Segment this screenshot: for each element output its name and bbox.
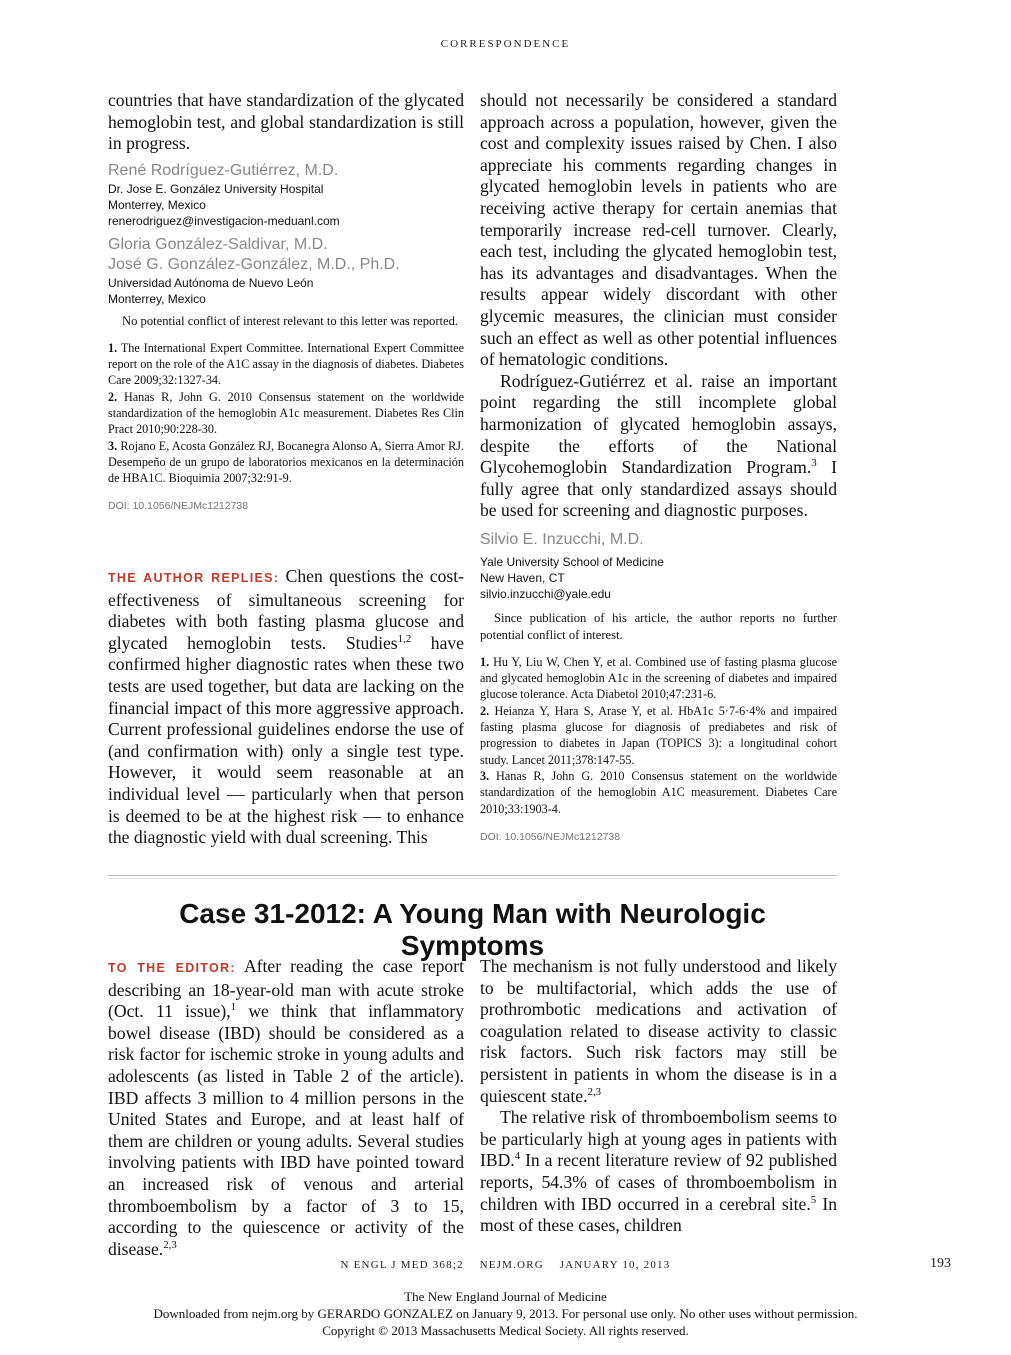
reference-number: 1. (480, 654, 490, 669)
reference-item (480, 768, 837, 817)
conflict-of-interest-note: Since publication of his article, the author reports no further potential conflict of interest. (480, 610, 837, 642)
reference-number: 1. (108, 340, 118, 355)
reference-item (480, 654, 837, 703)
citation-marker: 1 (230, 1001, 237, 1014)
journal-citation-footer: N ENGL J MED 368;2 NEJM.ORG JANUARY 10, 2013 (340, 1259, 671, 1271)
reply-right-column (480, 90, 837, 848)
reference-text: The International Expert Committee. International Expert Committee report on the role of the A1C assay in the diagnosis of diabetes. Diabetes Care 2009;32:1327-34. (108, 340, 465, 388)
section-divider (108, 875, 837, 879)
download-line: Downloaded from nejm.org by GERARDO GONZALEZ on January 9, 2013. For personal use only. No other uses without permission. (153, 1306, 858, 1321)
citation-marker: 2,3 (587, 1085, 602, 1098)
affiliation-line: Monterrey, Mexico (108, 291, 206, 306)
copyright-line: Copyright © 2013 Massachusetts Medical Society. All rights reserved. (322, 1323, 689, 1338)
reference-list (108, 340, 464, 487)
reference-item (108, 340, 464, 389)
article-paragraph (480, 956, 837, 1107)
article-text: The mechanism is not fully understood and likely to be multifactorial, which adds the use of prothrombotic medications and activation of coagulation related to disease activity to classic risk factors. Such risk factors may still be persistent in patients in whom the disease is in a quiescent state. (480, 956, 837, 1106)
article-text: In a recent literature review of 92 published reports, 54.3% of cases of thromboembolism in children with IBD occurred in a cerebral site. (480, 1150, 837, 1214)
article-text: In most of these cases, children (480, 1193, 837, 1236)
reference-text: Rojano E, Acosta González RJ, Bocanegra Alonso A, Sierra Amor RJ. Desempeño de un grupo de laboratorios mexicanos en la determinación de HBA1C. Bioquimia 2007;32:91-9. (108, 438, 465, 486)
reply-paragraph (108, 566, 464, 849)
reference-text: Heianza Y, Hara S, Arase Y, et al. HbA1c 5·7-6·4% and impaired fasting plasma glucose for diagnosis of prediabetes and risk of progression to diabetes in Japan (TOPICS 3): a longitudinal cohort study. Lancet 2011;378:147-55. (480, 703, 838, 767)
reference-list (480, 654, 837, 817)
article-paragraph (108, 956, 464, 1260)
reference-item (108, 389, 464, 438)
reference-text: Hu Y, Liu W, Chen Y, et al. Combined use of fasting plasma glucose and glycated hemoglobin A1c in the screening of diabetes and impaired glucose tolerance. Acta Diabetol 2010;47:231-6. (480, 654, 838, 702)
reference-number: 3. (108, 438, 118, 453)
author-email[interactable]: renerodriguez@investigacion-meduanl.com (108, 213, 340, 228)
article-text: After reading the case report describing an 18-year-old man with acute stroke (Oct. 11 issue), (108, 956, 464, 1022)
author-name: José G. González-González, M.D., Ph.D. (108, 255, 400, 273)
reply-text: I fully agree that only standardized assays should be used for screening and diagnostic purposes. (480, 457, 838, 521)
citation-marker: 4 (514, 1150, 521, 1163)
article-text: The relative risk of thromboembolism seems to be particularly high at young ages in patients with IBD. (480, 1107, 837, 1171)
reference-text: Hanas R, John G. 2010 Consensus statement on the worldwide standardization of the hemoglobin A1c measurement. Diabetes Res Clin Pract 2010;90:228-30. (108, 389, 464, 437)
doi-link[interactable]: DOI: 10.1056/NEJMc1212738 (480, 830, 621, 843)
reply-kicker: THE AUTHOR REPLIES: (108, 571, 280, 585)
author-name: Silvio E. Inzucchi, M.D. (480, 530, 644, 548)
to-editor-kicker: TO THE EDITOR: (108, 961, 236, 975)
doi-link[interactable]: DOI: 10.1056/NEJMc1212738 (108, 500, 249, 513)
citation-marker: 2,3 (163, 1238, 177, 1251)
citation-marker: 1,2 (397, 632, 412, 645)
affiliation-line: Monterrey, Mexico (108, 197, 206, 212)
page-number: 193 (930, 1256, 951, 1271)
reference-number: 2. (480, 703, 490, 718)
author-name: Gloria González-Saldivar, M.D. (108, 235, 328, 253)
affiliation-line: Dr. Jose E. González University Hospital (108, 181, 324, 196)
article-title: Case 31-2012: A Young Man with Neurologic Symptoms (179, 898, 766, 961)
running-head: CORRESPONDENCE (440, 38, 571, 50)
reply-paragraph: should not necessarily be considered a standard approach across a population, however, given the cost and complexity issues raised by Chen. I also appreciate his comments regarding changes in glycated hemoglobin levels in patients who are receiving active therapy for certain anemias that temporarily increase red-cell turnover. Clearly, each test, including the glycated hemoglobin test, has its advantages and disadvantages. When the results appear widely discordant with other glycemic measures, the clinician must consider such an effect as well as other potential influences of hematologic conditions. (480, 90, 837, 370)
affiliation-line: Yale University School of Medicine (480, 554, 664, 569)
reference-text: Hanas R, John G. 2010 Consensus statement on the worldwide standardization of the hemoglobin A1C measurement. Diabetes Care 2010;33:1903-4. (480, 768, 838, 816)
journal-name-line: The New England Journal of Medicine (404, 1289, 607, 1304)
reply-paragraph (480, 371, 837, 522)
reference-item (480, 703, 837, 768)
reply-text: have confirmed higher diagnostic rates when these two tests are used together, but data are lacking on the financial impact of this more aggressive approach. Current professional guidelines endorse the use of (and confirmation with) only a single test type. However, it would seem reasonable at an individual level — particularly when that person is deemed to be at the highest risk — to enhance the diagnostic yield with dual screening. This (108, 632, 464, 848)
reply-left-column (108, 566, 464, 849)
reply-text: Chen questions the cost-effectiveness of simultaneous screening for diabetes with both fasting plasma glucose and glycated hemoglobin tests. Studies (108, 566, 464, 653)
conflict-of-interest-note: No potential conflict of interest relevant to this letter was reported. (122, 313, 459, 328)
download-notice (0, 1288, 1011, 1339)
citation-marker: 3 (811, 457, 817, 470)
article-right-column (480, 956, 837, 1237)
author-email[interactable]: silvio.inzucchi@yale.edu (480, 586, 611, 601)
letter-left-column (108, 90, 464, 518)
reference-number: 3. (480, 768, 490, 783)
article-paragraph (480, 1107, 837, 1237)
affiliation-line: Universidad Autónoma de Nuevo León (108, 275, 314, 290)
article-text: we think that inflammatory bowel disease (IBD) should be considered as a risk factor for ischemic stroke in young adults and adolescents (as listed in Table 2 of the article). IBD affects 3 million to 4 million persons in the United States and Europe, and at least half of them are children or young adults. Several studies involving patients with IBD have pointed toward an increased risk of venous and arterial thromboembolism by a factor of 3 to 15, according to the quiescence or activity of the disease. (108, 1001, 465, 1259)
citation-marker: 5 (810, 1193, 817, 1206)
reference-item (108, 438, 464, 487)
letter-continued-text: countries that have standardization of the glycated hemoglobin test, and global standardization is still in progress. (108, 90, 464, 154)
affiliation-line: New Haven, CT (480, 570, 565, 585)
article-left-column (108, 956, 464, 1260)
author-name: René Rodríguez-Gutiérrez, M.D. (108, 161, 339, 179)
reply-text: Rodríguez-Gutiérrez et al. raise an important point regarding the still incomplete global harmonization of glycated hemoglobin assays, despite the efforts of the National Glycohemoglobin Standardization Program. (480, 370, 837, 478)
reference-number: 2. (108, 389, 118, 404)
